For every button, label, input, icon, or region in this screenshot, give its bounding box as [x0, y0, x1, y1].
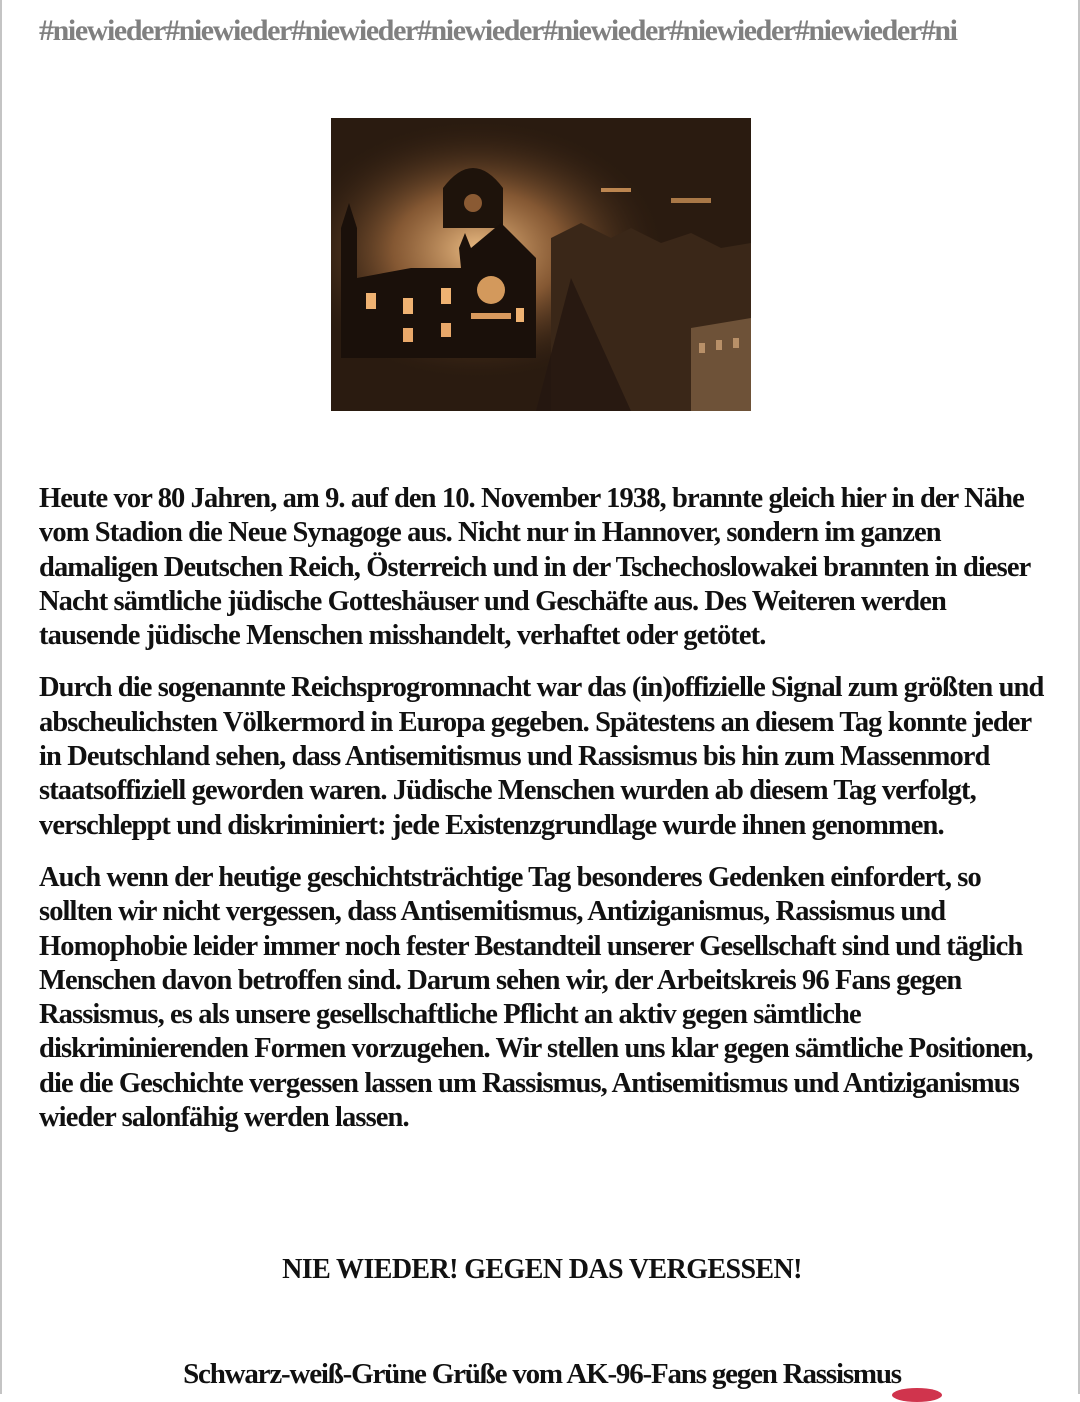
hashtag-banner: #niewieder#niewieder#niewieder#niewieder#niewieder#niewieder#niewieder#ni — [39, 14, 957, 47]
burning-synagogue-photo — [331, 118, 751, 411]
slogan-heading: NIE WIEDER! GEGEN DAS VERGESSEN! — [282, 1254, 802, 1285]
paragraph-history: Heute vor 80 Jahren, am 9. auf den 10. November 1938, brannte gleich hier in der Nähe vom Stadion die Neue Synagoge aus. Nicht nur in Hannover, sondern im ganzen damaligen Deutschen Reich, Österreich und in der Tschechoslowakei brannten in dieser Nacht sämtliche jüdische Gotteshäuser und Geschäfte aus. Des Weiteren werden tausende jüdische Menschen misshandelt, verhaftet oder getötet. — [39, 483, 1030, 652]
closing-greeting: Schwarz-weiß-Grüne Grüße vom AK-96-Fans gegen Rassismus — [183, 1358, 901, 1390]
article-body — [39, 482, 1049, 1153]
paragraph-statement: Auch wenn der heutige geschichtsträchtige Tag besonderes Gedenken einfordert, so sollten wir nicht vergessen, dass Antisemitismus, Antiziganismus, Rassismus und Homophobie leider immer noch fester Bestandteil unserer Gesellschaft sind und täglich Menschen davon betroffen sind. Darum sehen wir, der Arbeitskreis 96 Fans gegen Rassismus, es als unsere gesellschaftliche Pflicht an aktiv gegen sämtliche diskriminierenden Formen vorzugehen. Wir stellen uns klar gegen sämtliche Positionen, die die Geschichte vergessen lassen um Rassismus, Antisemitismus und Antiziganismus wieder salonfähig werden lassen. — [39, 861, 1033, 1134]
red-logo-fragment — [892, 1388, 942, 1402]
photo-illustration — [331, 118, 751, 411]
paragraph-pogrom: Durch die sogenannte Reichsprogromnacht war das (in)offizielle Signal zum größten und abscheulichsten Völkermord in Europa gegeben. Spätestens an diesem Tag konnte jeder in Deutschland sehen, dass Antisemitismus und Rassismus bis hin zum Massenmord staatsoffiziell geworden waren. Jüdische Menschen wurden ab diesem Tag verfolgt, verschleppt und diskriminiert: jede Existenzgrundlage wurde ihnen genommen. — [39, 672, 1044, 841]
